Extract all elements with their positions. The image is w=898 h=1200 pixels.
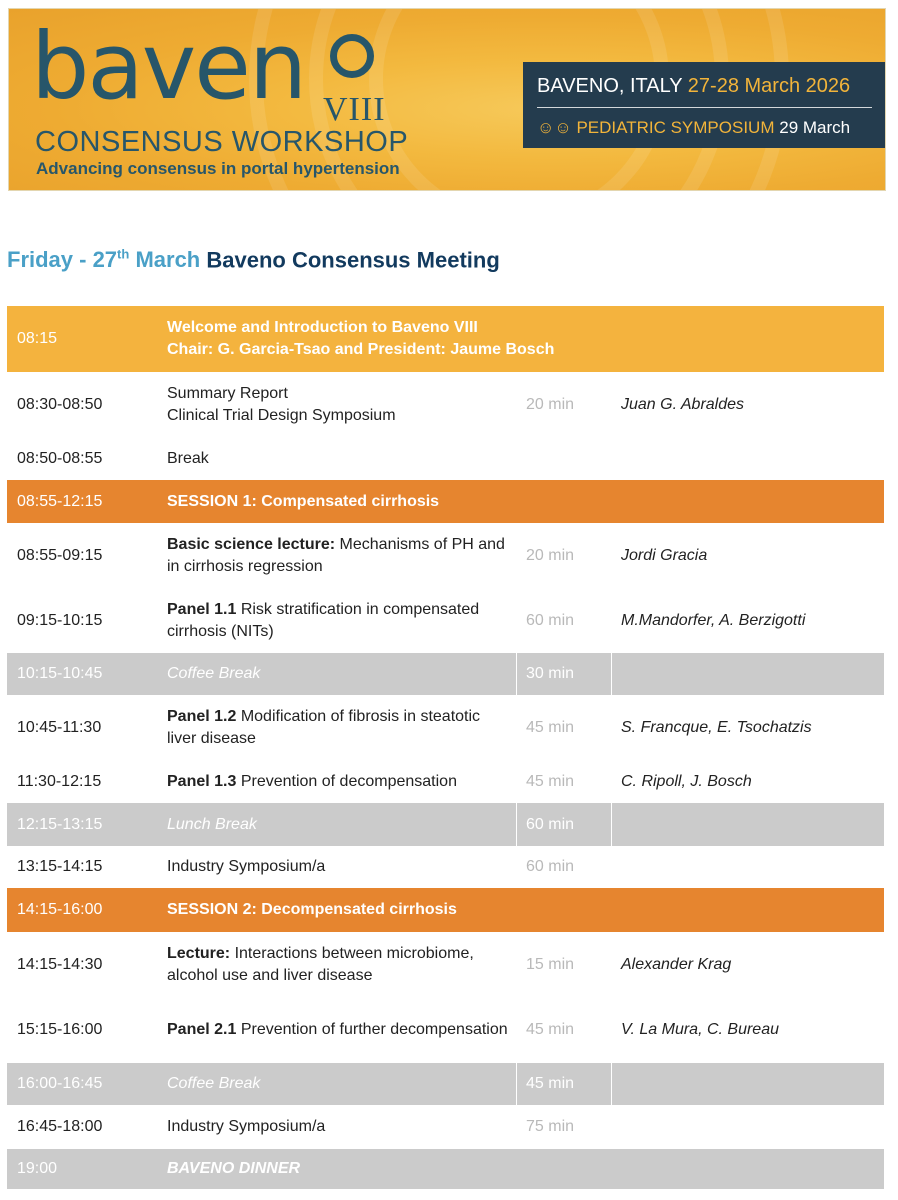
title-cell — [167, 589, 512, 653]
talk-type: Lecture: — [167, 944, 231, 962]
session-title: SESSION 2: Decompensated cirrhosis — [167, 901, 457, 918]
session-header-row — [7, 888, 884, 932]
talk-title: Prevention of decompensation — [236, 773, 457, 790]
talk-type: Panel 2.1 — [167, 1021, 237, 1038]
session-chairs: Chair: G. Garcia-Tsao and President: Jaume Bosch — [167, 341, 555, 358]
break-row — [7, 803, 884, 846]
time-cell: 12:15-13:15 — [17, 815, 103, 833]
title-cell — [167, 997, 512, 1063]
logo-subtitle: CONSENSUS WORKSHOP — [35, 126, 409, 158]
talk-type: Basic science lecture: — [167, 536, 336, 553]
time-cell: 15:15-16:00 — [17, 1021, 103, 1038]
time-cell: 16:45-18:00 — [17, 1118, 103, 1135]
title-cell: Coffee Break — [167, 665, 261, 682]
day-suffix: th — [117, 247, 130, 262]
time-cell: 08:15 — [17, 330, 58, 347]
title-cell: Industry Symposium/a — [167, 858, 326, 875]
schedule-row — [7, 932, 884, 997]
duration-cell: 45 min — [526, 719, 575, 736]
talk-type: Panel 1.3 — [167, 773, 237, 790]
pediatric-label: PEDIATRIC SYMPOSIUM — [576, 118, 775, 137]
pediatric-faces-icon: ☺☺ — [537, 118, 572, 137]
talk-title: Risk stratification in compensated cirrhosis (NITs) — [167, 601, 480, 640]
meeting-title: Baveno Consensus Meeting — [206, 247, 500, 273]
title-cell — [167, 761, 512, 803]
schedule-row — [7, 761, 884, 803]
speaker-cell: Juan G. Abraldes — [621, 396, 745, 413]
schedule-row — [7, 997, 884, 1063]
duration-cell: 15 min — [526, 955, 575, 973]
day-month: March — [129, 247, 201, 273]
time-cell: 08:55-09:15 — [17, 547, 103, 564]
title-cell: Lunch Break — [167, 815, 257, 833]
title-cell — [167, 306, 767, 372]
time-cell: 10:45-11:30 — [17, 719, 102, 736]
duration-cell: 20 min — [526, 396, 575, 413]
schedule-row — [7, 438, 884, 480]
speaker-cell: V. La Mura, C. Bureau — [621, 1021, 779, 1038]
time-cell: 08:55-12:15 — [17, 492, 103, 510]
duration-cell: 45 min — [526, 1075, 575, 1092]
schedule-row — [7, 1105, 884, 1149]
session-title: SESSION 1: Compensated cirrhosis — [167, 492, 440, 510]
column-divider — [516, 1063, 517, 1105]
header-banner — [8, 8, 886, 191]
time-cell: 11:30-12:15 — [17, 773, 102, 790]
schedule-row-welcome — [7, 306, 884, 372]
duration-cell: 45 min — [526, 1021, 575, 1038]
talk-title: Modification of fibrosis in steatotic liver disease — [167, 708, 481, 747]
pediatric-date: 29 March — [779, 118, 851, 137]
day-heading — [7, 247, 500, 273]
duration-cell: 75 min — [526, 1118, 575, 1135]
schedule-row — [7, 695, 884, 761]
title-cell: Break — [167, 450, 209, 467]
session-title: Welcome and Introduction to Baveno VIII — [167, 319, 478, 336]
speaker-cell: M.Mandorfer, A. Berzigotti — [621, 612, 806, 629]
talk-title: Interactions between microbiome, alcohol use and liver disease — [167, 944, 474, 984]
title-cell — [167, 372, 512, 438]
session-header-row — [7, 480, 884, 523]
logo-tagline: Advancing consensus in portal hypertension — [36, 159, 400, 178]
schedule-table — [7, 306, 884, 1189]
break-row — [7, 653, 884, 695]
event-dates: 27-28 March 2026 — [687, 75, 851, 97]
duration-cell: 45 min — [526, 773, 575, 790]
title-cell — [167, 523, 512, 589]
time-cell: 14:15-16:00 — [17, 901, 103, 918]
day-date: Friday - 27 — [7, 247, 118, 273]
event-info-box — [523, 62, 886, 148]
pediatric-line — [537, 118, 850, 138]
time-cell: 09:15-10:15 — [17, 612, 103, 629]
schedule-row — [7, 589, 884, 653]
time-cell: 08:50-08:55 — [17, 450, 103, 467]
schedule-row — [7, 846, 884, 888]
time-cell: 08:30-08:50 — [17, 396, 103, 413]
logo-roman-numeral: VIII — [323, 91, 386, 128]
duration-cell: 20 min — [526, 547, 575, 564]
talk-type: Panel 1.1 — [167, 601, 237, 618]
day-label — [7, 247, 200, 272]
break-row — [7, 1063, 884, 1105]
event-location-line — [537, 75, 850, 98]
speaker-cell: C. Ripoll, J. Bosch — [621, 773, 752, 790]
logo-o-mark — [330, 34, 374, 78]
duration-cell: 60 min — [526, 612, 575, 629]
column-divider — [516, 803, 517, 846]
time-cell: 10:15-10:45 — [17, 665, 103, 682]
speaker-cell: Alexander Krag — [621, 955, 732, 973]
duration-cell: 60 min — [526, 858, 575, 875]
time-cell: 16:00-16:45 — [17, 1075, 103, 1092]
time-cell: 13:15-14:15 — [17, 858, 103, 875]
speaker-cell: S. Francque, E. Tsochatzis — [621, 719, 812, 736]
column-divider — [516, 653, 517, 695]
logo-wordmark: baven — [31, 13, 306, 120]
talk-title: Prevention of further decompensation — [236, 1021, 508, 1038]
divider — [537, 107, 872, 108]
duration-cell: 60 min — [526, 815, 575, 833]
talk-title: Summary Report — [167, 385, 288, 402]
event-location: BAVENO, ITALY — [537, 75, 683, 97]
title-cell: Coffee Break — [167, 1075, 261, 1092]
schedule-row — [7, 372, 884, 438]
duration-cell: 30 min — [526, 665, 575, 682]
schedule-row — [7, 523, 884, 589]
title-cell: Industry Symposium/a — [167, 1118, 326, 1135]
dinner-row — [7, 1149, 884, 1189]
talk-type: Panel 1.2 — [167, 708, 237, 725]
speaker-cell: Jordi Gracia — [621, 547, 708, 564]
title-cell — [167, 695, 512, 761]
talk-title: Mechanisms of PH and in cirrhosis regression — [167, 536, 505, 575]
title-cell: BAVENO DINNER — [167, 1160, 301, 1177]
title-cell — [167, 932, 512, 997]
talk-subtitle: Clinical Trial Design Symposium — [167, 407, 396, 424]
time-cell: 14:15-14:30 — [17, 955, 103, 973]
time-cell: 19:00 — [17, 1160, 58, 1177]
